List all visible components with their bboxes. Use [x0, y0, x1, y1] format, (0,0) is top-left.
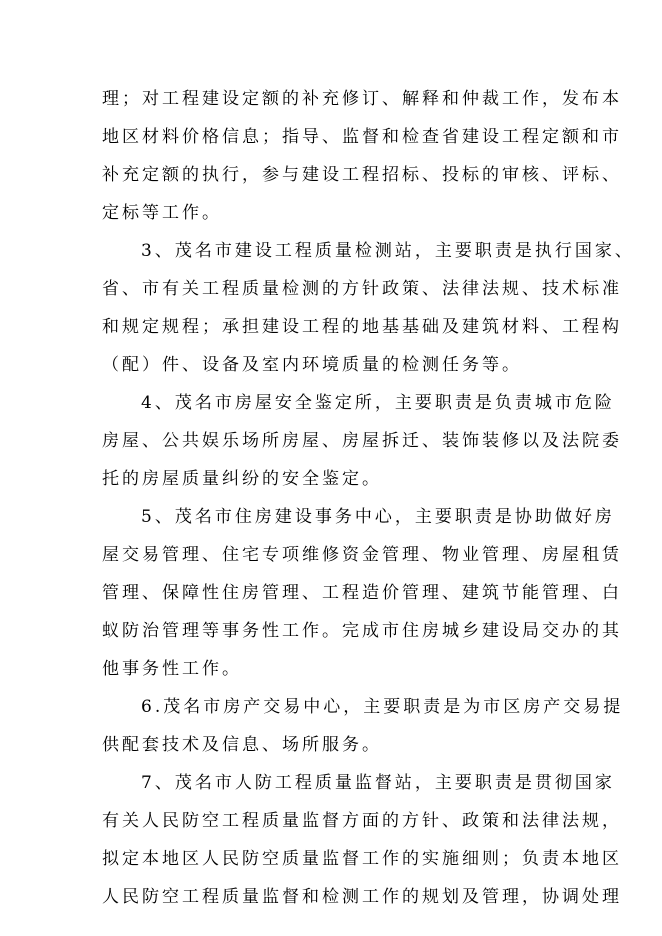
text-line: 3、茂名市建设工程质量检测站，主要职责是执行国家、: [141, 241, 635, 261]
paragraph-6: [102, 764, 622, 916]
text-line: 有关人民防空工程质量监督方面的方针、政策和法律法规，: [102, 811, 622, 831]
paragraph-2: [102, 232, 635, 384]
text-line: 理；对工程建设定额的补充修订、解释和仲裁工作，发布本: [102, 89, 622, 109]
text-line: 他事务性工作。: [102, 659, 242, 679]
paragraph-3: [102, 384, 622, 498]
text-line: 和规定规程；承担建设工程的地基基础及建筑材料、工程构: [102, 317, 622, 337]
document-page: [102, 80, 635, 916]
text-line: 6.茂名市房产交易中心，主要职责是为市区房产交易提: [141, 697, 624, 717]
text-line: 地区材料价格信息；指导、监督和检查省建设工程定额和市: [102, 127, 622, 147]
text-line: 4、茂名市房屋安全鉴定所，主要职责是负责城市危险: [141, 393, 615, 413]
text-line: 定标等工作。: [102, 203, 222, 223]
text-line: 供配套技术及信息、场所服务。: [102, 735, 382, 755]
paragraph-1: [102, 80, 622, 232]
text-line: 人民防空工程质量监督和检测工作的规划及管理，协调处理: [102, 887, 622, 907]
paragraph-4: [102, 498, 622, 688]
text-line: 省、市有关工程质量检测的方针政策、法律法规、技术标准: [102, 279, 622, 299]
text-line: 蚁防治管理等事务性工作。完成市住房城乡建设局交办的其: [102, 621, 622, 641]
paragraph-5: [102, 688, 624, 764]
text-line: 屋交易管理、住宅专项维修资金管理、物业管理、房屋租赁: [102, 545, 622, 565]
text-line: 拟定本地区人民防空质量监督工作的实施细则；负责本地区: [102, 849, 622, 869]
text-line: 5、茂名市住房建设事务中心，主要职责是协助做好房: [141, 507, 615, 527]
text-line: 托的房屋质量纠纷的安全鉴定。: [102, 469, 382, 489]
text-line: 房屋、公共娱乐场所房屋、房屋拆迁、装饰装修以及法院委: [102, 431, 622, 451]
text-line: 管理、保障性住房管理、工程造价管理、建筑节能管理、白: [102, 583, 622, 603]
text-line: 补充定额的执行，参与建设工程招标、投标的审核、评标、: [102, 165, 622, 185]
text-line: 7、茂名市人防工程质量监督站，主要职责是贯彻国家: [141, 773, 615, 793]
text-line: （配）件、设备及室内环境质量的检测任务等。: [102, 355, 522, 375]
